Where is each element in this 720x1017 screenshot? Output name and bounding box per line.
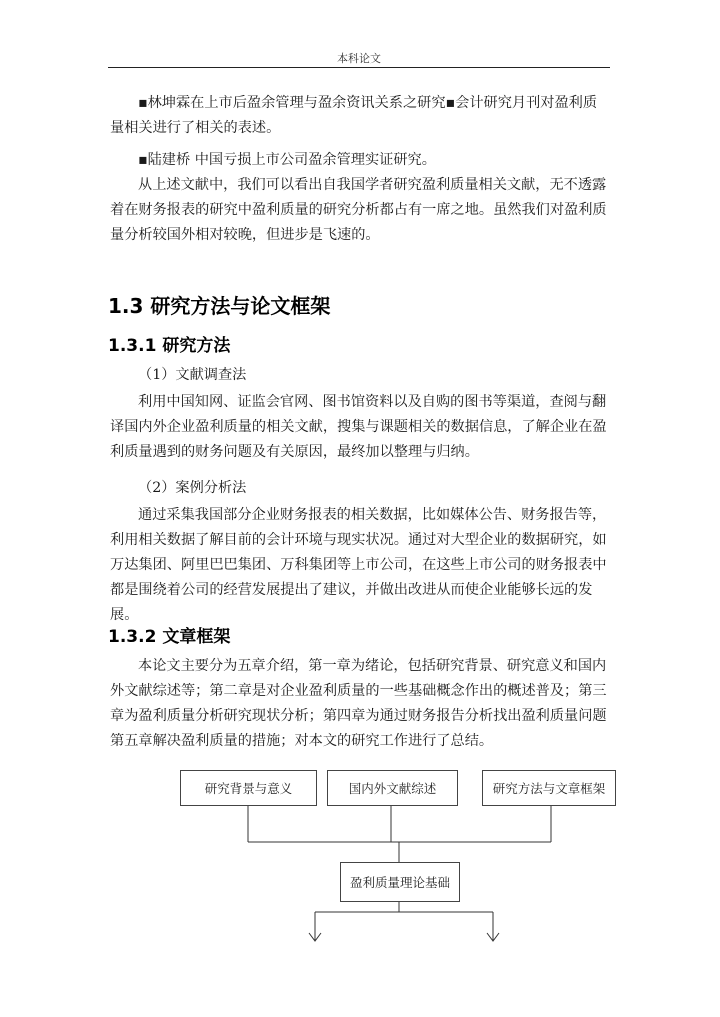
reference-item: ▪陆建桥 中国亏损上市公司盈余管理实证研究。: [138, 152, 436, 168]
diagram-box-theory: 盈利质量理论基础: [340, 862, 460, 902]
method-label: （2）案例分析法: [138, 480, 247, 496]
reference-item: ▪林坤霖在上市后盈余管理与盈余资讯关系之研究▪会计研究月刊对盈利质量相关进行了相关的表述。: [110, 95, 598, 136]
section-heading-1-3-1: 1.3.1 研究方法: [108, 336, 231, 356]
section-heading-1-3: 1.3 研究方法与论文框架: [108, 294, 331, 318]
diagram-box-background: 研究背景与意义: [180, 770, 317, 806]
diagram-box-literature: 国内外文献综述: [327, 770, 458, 806]
diagram-box-methods: 研究方法与文章框架: [482, 770, 616, 806]
method-paragraph: 通过采集我国部分企业财务报表的相关数据，比如媒体公告、财务报告等，利用相关数据了解目前的会计环境与现实状况。通过对大型企业的数据研究，如万达集团、阿里巴巴集团、万科集团等上市公司，在这些上市公司的财务报表中都是围绕着公司的经营发展提出了建议，并做出改进从而使企业能够长远的发展。: [110, 507, 607, 623]
page-header: 本科论文: [337, 52, 381, 65]
method-label: （1）文献调查法: [138, 367, 247, 383]
method-paragraph: 利用中国知网、证监会官网、图书馆资料以及自购的图书等渠道，查阅与翻译国内外企业盈利质量的相关文献，搜集与课题相关的数据信息，了解企业在盈利质量遇到的财务问题及有关原因，最终加以整理与归纳。: [110, 394, 607, 460]
section-heading-1-3-2: 1.3.2 文章框架: [108, 627, 231, 647]
intro-paragraph: 从上述文献中，我们可以看出自我国学者研究盈利质量相关文献，无不透露着在财务报表的研究中盈利质量的研究分析都占有一席之地。虽然我们对盈利质量分析较国外相对较晚，但进步是飞速的。: [110, 177, 607, 243]
framework-paragraph: 本论文主要分为五章介绍，第一章为绪论，包括研究背景、研究意义和国内外文献综述等；第二章是对企业盈利质量的一些基础概念作出的概述普及；第三章为盈利质量分析研究现状分析；第四章为通过财务报告分析找出盈利质量问题第五章解决盈利质量的措施；对本文的研究工作进行了总结。: [110, 658, 607, 749]
